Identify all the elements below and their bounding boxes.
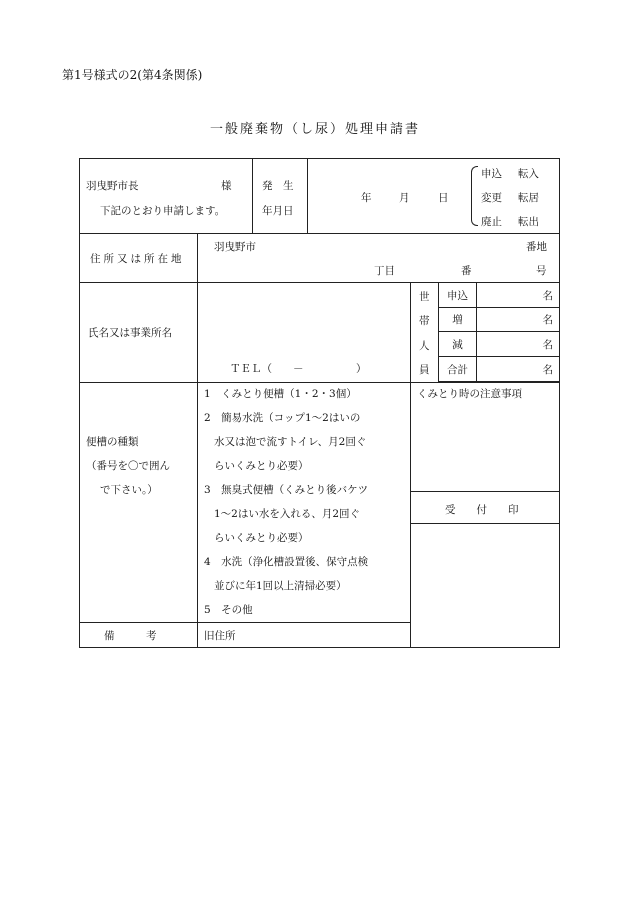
remarks-input-cell[interactable] [198,623,411,648]
form-title: 一般廃棄物（し尿）処理申請書 [209,122,420,137]
addressee-cell [80,159,253,234]
address-chome: 丁目 [374,265,395,277]
remarks-label: 備 考 [104,630,157,642]
tank-option-3-cont-1: 1～2はい水を入れる、月2回ぐ [214,508,361,520]
tank-option-2-cont-1: 水又は泡で流すトイレ、月2回ぐ [214,436,367,448]
name-label-cell [80,283,198,383]
household-apply-count[interactable]: 名 [477,283,560,308]
date-year[interactable]: 年 [361,192,372,204]
tank-option-5[interactable]: 5 その他 [204,604,253,616]
option-move-in[interactable]: 転入 [518,168,539,180]
tank-option-4-cont: 並びに年1回以上清掃必要） [214,580,347,592]
honorific: 様 [221,180,232,192]
name-label: 氏名又は事業所名 [88,327,172,339]
household-apply-label: 申込 [439,283,477,308]
date-month[interactable]: 月 [399,192,410,204]
household-label-cell [411,283,439,383]
address-ban: 番 [461,265,472,277]
option-relocate[interactable]: 転居 [518,192,539,204]
option-change[interactable]: 変更 [481,192,502,204]
application-form-table [79,158,560,648]
tank-option-1[interactable]: 1 くみとり便槽（1・2・3個） [204,388,357,400]
option-move-out[interactable]: 転出 [518,216,539,228]
tel-label: ＴＥＬ（ － ） [230,363,367,375]
tank-type-instruction-2: で下さい。） [100,484,158,496]
tank-option-3[interactable]: 3 無臭式便槽（くみとり後バケツ [204,484,369,496]
tank-option-2-cont-2: らいくみとり必要） [214,460,309,472]
address-city: 羽曳野市 [214,241,256,253]
address-label: 住所又は所在地 [90,253,185,265]
address-go: 号 [536,265,547,277]
tank-type-options-cell[interactable] [198,383,411,623]
tank-option-4[interactable]: 4 水洗（浄化槽設置後、保守点検 [204,556,369,568]
household-increase-count[interactable]: 名 [477,308,560,332]
option-cancel[interactable]: 廃止 [481,216,502,228]
address-banchi: 番地 [526,241,547,253]
household-decrease-label: 減 [439,332,477,357]
option-apply[interactable]: 申込 [481,168,502,180]
receipt-stamp-header [411,491,559,524]
address-label-cell [80,234,198,283]
addressee: 羽曳野市長 [86,180,139,192]
date-day[interactable]: 日 [438,192,449,204]
household-char-1: 世 [419,291,430,303]
household-count-cell [439,283,560,383]
application-type-options[interactable] [463,159,560,233]
bracket-mark [471,166,478,226]
name-input-cell[interactable] [198,283,411,383]
tank-type-label-cell [80,383,198,623]
household-char-3: 人 [419,340,430,352]
occurrence-label-date: 年月日 [262,205,294,217]
household-count-table [438,282,560,382]
address-input-cell[interactable] [198,234,560,283]
old-address-label: 旧住所 [204,630,236,642]
occurrence-date-cell [253,159,560,234]
tank-type-instruction-1: （番号を〇で囲ん [86,460,170,472]
request-text: 下記のとおり申請します。 [100,205,226,217]
notes-receipt-cell [411,383,560,648]
household-char-4: 員 [419,364,430,376]
household-total-count[interactable]: 名 [477,357,560,382]
occurrence-label: 発 生 [262,180,294,192]
remarks-label-cell [80,623,198,648]
form-number-label: 第1号様式の2(第4条関係) [62,68,203,82]
household-increase-label: 増 [439,308,477,332]
tank-option-3-cont-2: らいくみとり必要） [214,532,309,544]
household-decrease-count[interactable]: 名 [477,332,560,357]
collection-notes-label: くみとり時の注意事項 [417,388,522,400]
receipt-stamp-label: 受 付 印 [445,504,519,516]
tank-type-label: 便槽の種類 [86,436,139,448]
household-char-2: 帯 [419,315,430,327]
household-total-label: 合計 [439,357,477,382]
tank-option-2[interactable]: 2 簡易水洗（コップ1～2はいの [204,412,361,424]
